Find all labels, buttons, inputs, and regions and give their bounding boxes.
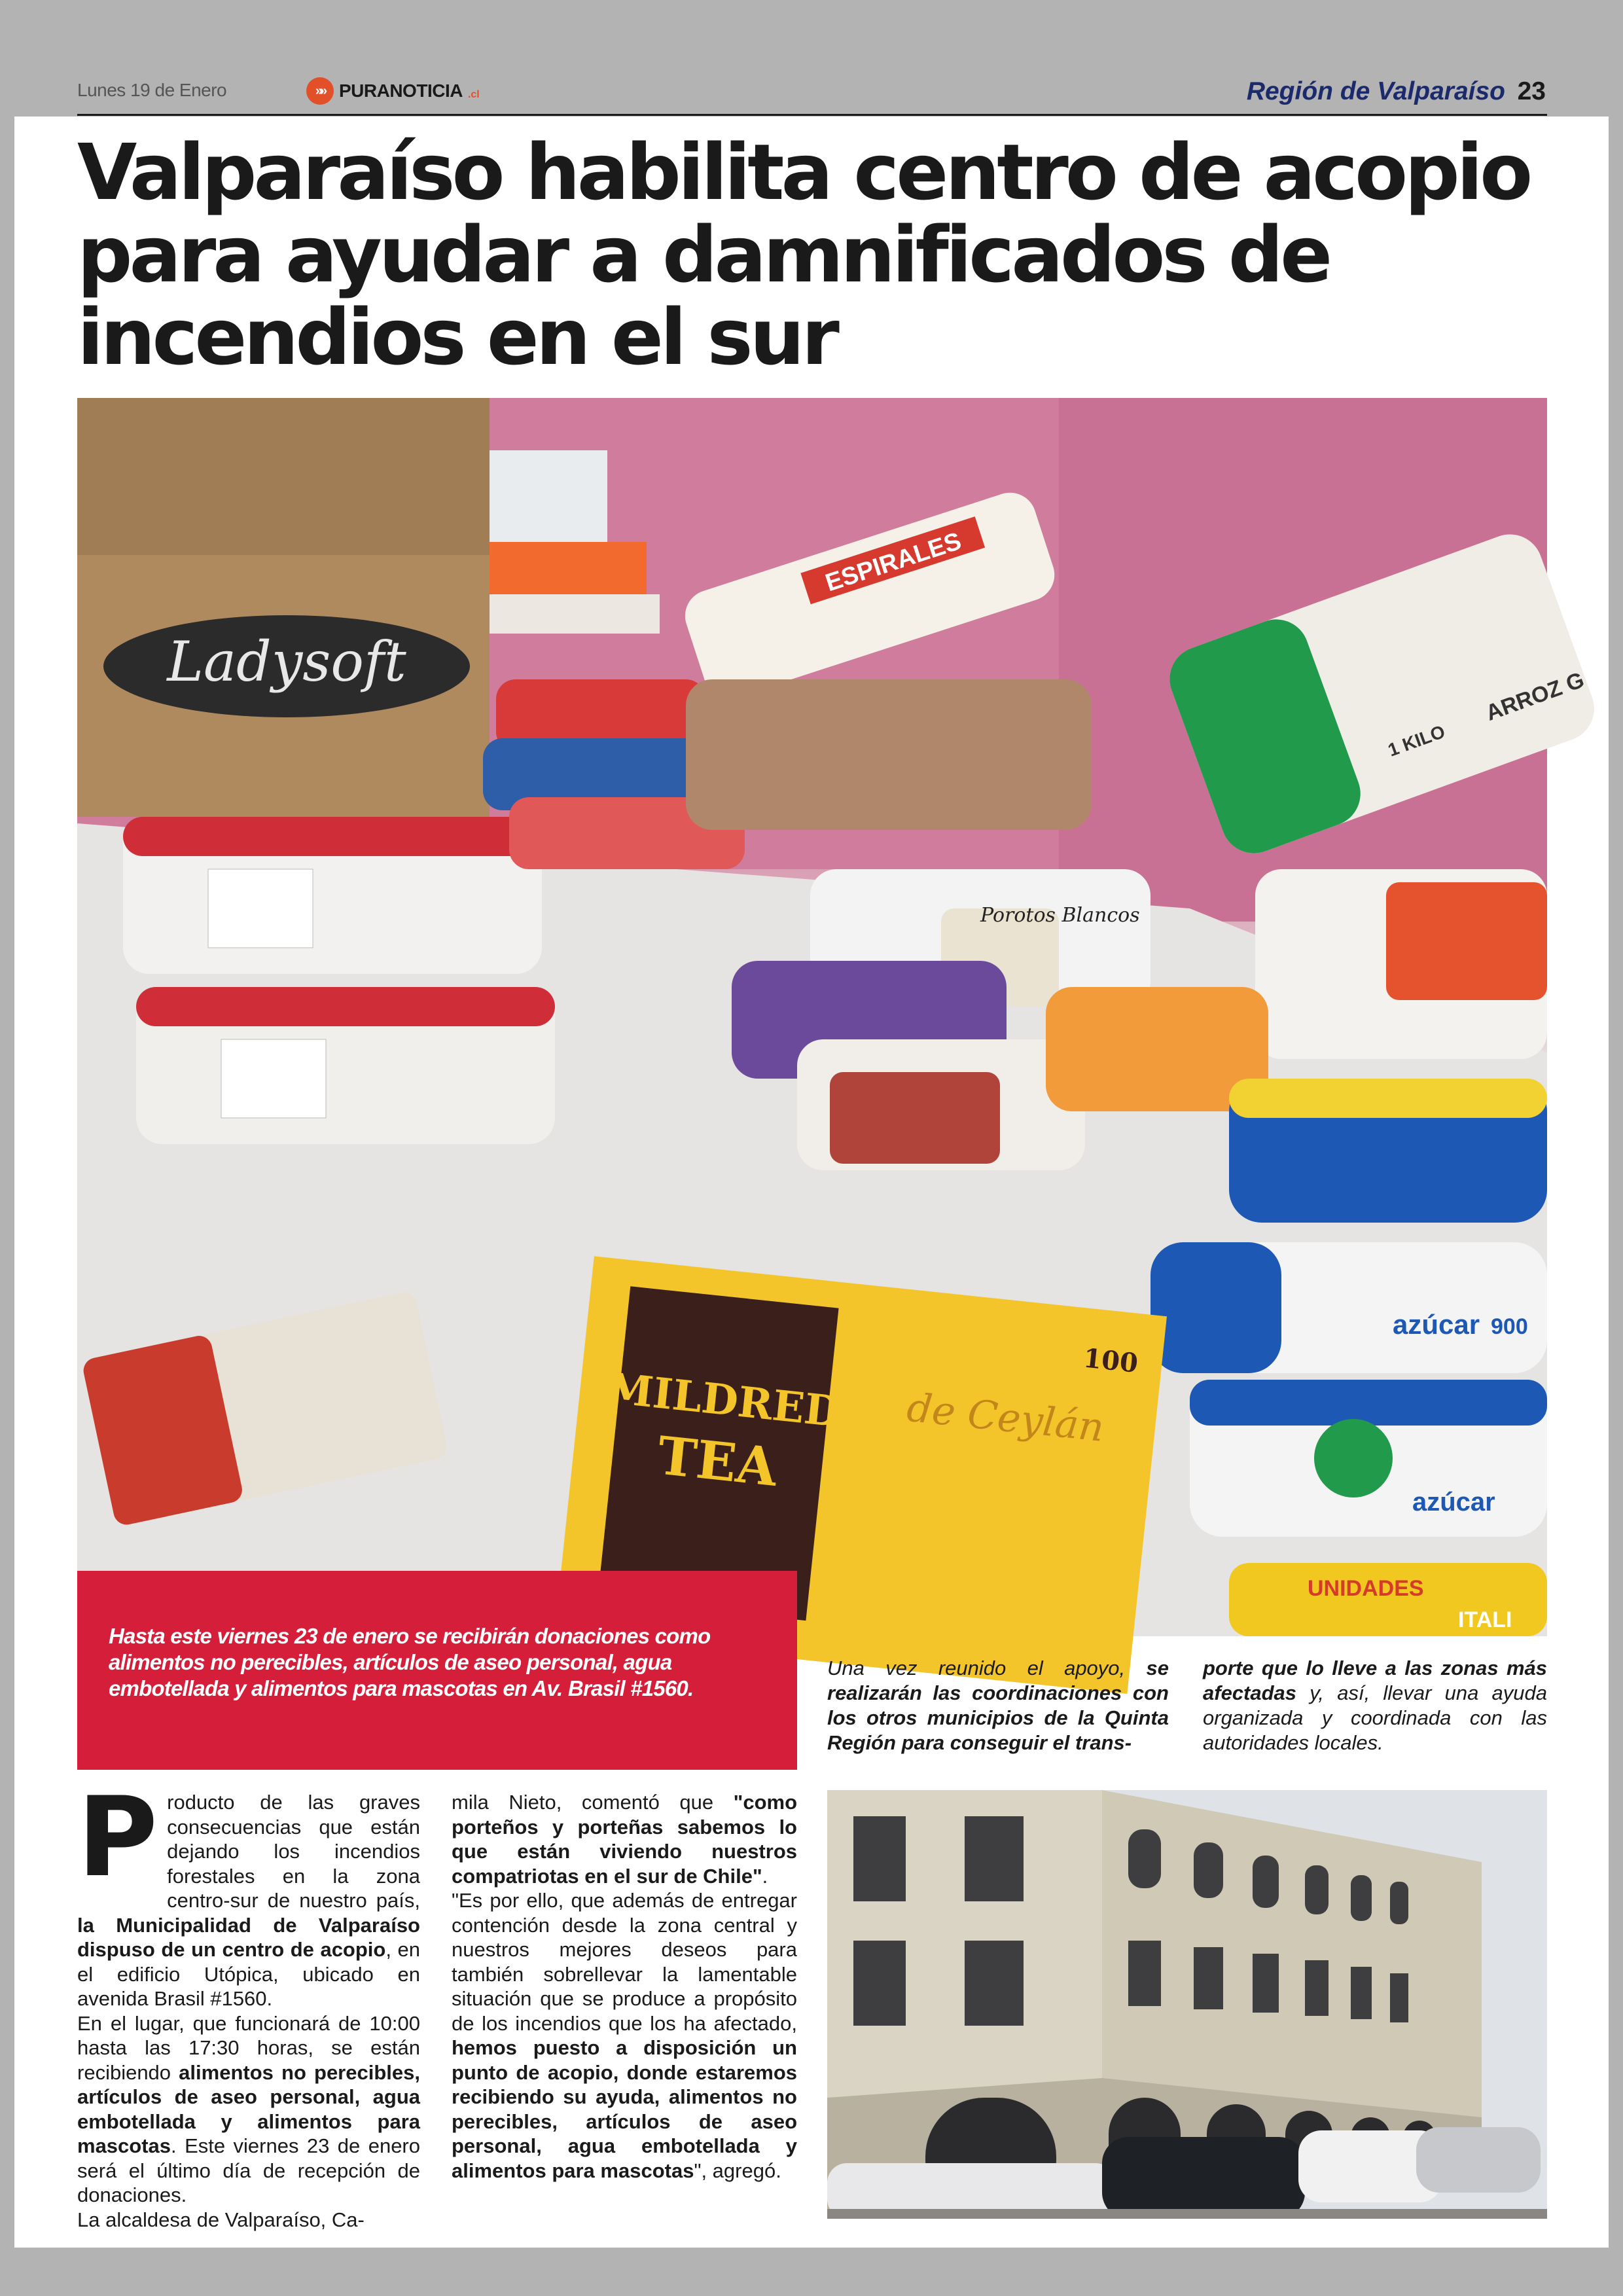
paragraph-3 [77,2208,420,2233]
p1-part-a: roducto de las graves consecuencias que están dejando los incendios forestales en la zona centro-sur de nuestro país, [167,1791,420,1912]
tea-brand-2: TEA [654,1424,780,1498]
body-column-2 [452,1790,797,2183]
intro-column-b [1203,1656,1547,1755]
p2-part-a: En el lugar, que funcionará de 10:00 hasta las 17:30 horas, se están recibiendo [77,2011,420,2084]
photo-caption: Hasta este viernes 23 de enero se recibirán donaciones como alimentos no perecibles, artículos de aseo personal, agua embotellada y alimentos para mascotas en Av. Brasil #1560. [109,1624,711,1700]
p3-text: La alcaldesa de Valparaíso, Ca- [77,2208,365,2231]
p4-part-a: mila Nieto, comentó que [452,1791,734,1814]
chevrons-icon: »» [306,77,334,105]
sugar-weight: 900 [1491,1314,1528,1339]
sugar-label-1: azúcar [1393,1309,1480,1340]
donations-illustration [77,398,1588,1636]
intro-b-bold: porte que lo lleve a las zonas más afectadas [1203,1657,1547,1704]
p1-part-b: la Municipalidad de Valparaíso dispuso de un centro de acopio [77,1913,420,1961]
intro-a-plain: Una vez reunido el apoyo, [827,1657,1147,1679]
section-title: Región de Valparaíso [1246,77,1505,105]
beans-label: Porotos Blancos [980,904,1140,927]
header-rule [77,114,1547,116]
rice-weight: 1 KILO [1385,721,1448,761]
intro-column-a [827,1656,1169,1755]
drop-cap: P [77,1773,158,1901]
p5-part-b: hemos puesto a disposición un punto de acopio, donde estaremos recibiendo su ayuda, alimentos no perecibles, artículos de aseo personal, agua embotellada y alimentos para mascotas [452,2036,797,2182]
p4-part-c: . [762,1864,768,1888]
headline: Valparaíso habilita centro de acopio para ayudar a damnificados de incendios en el sur [77,127,1530,382]
bottom-bag-label-2: ITALI [1458,1607,1512,1632]
sugar-label-2: azúcar [1412,1488,1495,1516]
paragraph-1 [77,1773,420,2011]
masthead-logo [306,77,480,105]
building-illustration [827,1790,1547,2219]
paragraph-4 [452,1790,797,1888]
paragraph-2 [77,2011,420,2208]
p1-part-c: , en el edificio Utópica, ubicado en avenida Brasil #1560. [77,1938,420,2010]
p2-part-b: alimentos no perecibles, artículos de aseo personal, agua embotellada y alimentos para mascotas [77,2060,420,2157]
intro-a-bold: se realizarán las coordinaciones con los otros municipios de la Quinta Región para conseguir el trans- [827,1657,1169,1754]
p5-part-a: "Es por ello, que además de entregar contención desde la zona central y nuestros mejores deseos para también sobrellevar la lamentable situación que se produce a propósito de los incendios que los ha afectado, [452,1889,797,2035]
logo-suffix: .cl [467,89,480,100]
issue-date: Lunes 19 de Enero [77,80,227,100]
bottom-bag-label: UNIDADES [1308,1576,1424,1601]
donations-photo [77,398,1588,1636]
pasta-bag-label: ESPIRALES [822,527,965,598]
p4-part-b: "como porteños y porteñas sabemos lo que están viviendo nuestros compatriotas en el sur de Chile" [452,1791,797,1888]
tea-count: 100 [1082,1342,1140,1379]
body-column-1 [77,1773,420,2232]
tea-sub-label: de Ceylán [904,1384,1107,1451]
photo-caption-box [77,1571,797,1770]
tea-brand-1: MILDRED [604,1363,844,1437]
p2-part-c: . Este viernes 23 de enero será el último día de recepción de donaciones. [77,2134,420,2206]
rice-label: ARROZ G [1482,667,1588,726]
paragraph-5 [452,1888,797,2183]
intro-b-plain: y, así, llevar una ayuda organizada y coordinada con las autoridades locales. [1203,1681,1547,1754]
logo-text: PURANOTICIA [339,81,463,101]
page-number: 23 [1517,77,1546,105]
box-brand-label: Ladysoft [167,630,406,694]
building-photo [827,1790,1547,2219]
p5-part-c: ", agregó. [694,2159,781,2182]
